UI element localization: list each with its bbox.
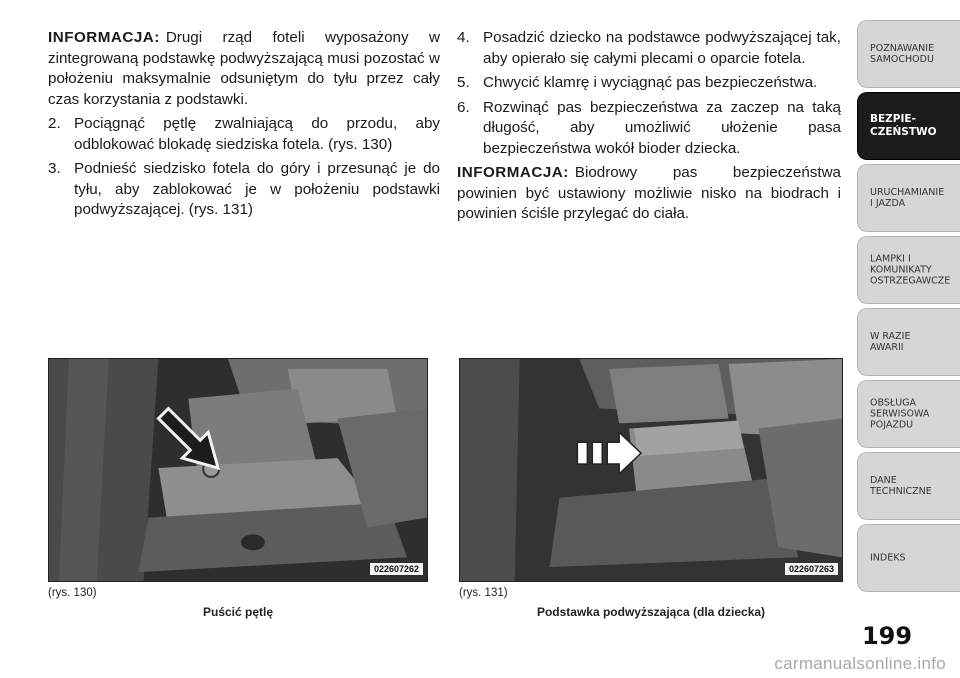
figure-code: 022607263 xyxy=(785,563,838,575)
tab-obsluga-serwisowa[interactable] xyxy=(857,380,960,448)
tab-poznawanie-samochodu[interactable] xyxy=(857,20,960,88)
tab-label: DANE TECHNICZNE xyxy=(870,475,932,497)
note-paragraph xyxy=(48,28,440,110)
step-item xyxy=(457,73,841,94)
figure-ref: (rys. 131) xyxy=(459,587,508,599)
tab-label: POZNAWANIE SAMOCHODU xyxy=(870,43,935,65)
steps-list xyxy=(48,114,440,221)
seat-photo-illustration xyxy=(49,359,427,581)
tab-uruchamianie-i-jazda[interactable] xyxy=(857,164,960,232)
tab-lampki-i-komunikaty[interactable] xyxy=(857,236,960,304)
note-text: Drugi rząd foteli wyposażony w zintegrowaną podstawkę podwyższającą musi pozostać w położeniu maksymalnie odsuniętym do tyłu przez cały czas korzystania z podstawki. xyxy=(48,29,440,108)
tab-w-razie-awarii[interactable] xyxy=(857,308,960,376)
left-text-column xyxy=(48,28,440,225)
section-tabs xyxy=(857,20,960,596)
watermark: carmanualsonline.info xyxy=(774,654,946,673)
step-text: Rozwinąć pas bezpieczeństwa za zaczep na taką długość, aby umożliwić ułożenie pasa bezpieczeństwa wokół bioder dziecka. xyxy=(483,98,841,157)
note-paragraph xyxy=(457,163,841,225)
note-label: INFORMACJA: xyxy=(457,164,569,181)
tab-label: OBSŁUGA SERWISOWA POJAZDU xyxy=(870,397,930,431)
tab-label: BEZPIE- CZEŃSTWO xyxy=(870,113,937,138)
figure-booster-seat xyxy=(459,358,843,582)
step-item xyxy=(48,114,440,155)
right-text-column xyxy=(457,28,841,229)
step-number: 4. xyxy=(457,29,470,46)
booster-photo-illustration xyxy=(460,359,842,581)
step-text: Pociągnąć pętlę zwalniającą do przodu, aby odblokować blokadę siedziska fotela. (rys. 130) xyxy=(74,115,440,153)
tab-indeks[interactable] xyxy=(857,524,960,592)
step-item xyxy=(48,159,440,221)
figure-title: Podstawka podwyższająca (dla dziecka) xyxy=(536,605,766,619)
step-text: Chwycić klamrę i wyciągnąć pas bezpieczeństwa. xyxy=(483,74,818,91)
note-label: INFORMACJA: xyxy=(48,29,160,46)
step-number: 3. xyxy=(48,160,61,177)
tab-dane-techniczne[interactable] xyxy=(857,452,960,520)
step-text: Podnieść siedzisko fotela do góry i przesunąć je do tyłu, aby zablokować je w położeniu podstawki podwyższającej. (rys. 131) xyxy=(74,160,440,218)
step-number: 2. xyxy=(48,115,61,132)
step-item xyxy=(457,98,841,160)
figure-code: 022607262 xyxy=(370,563,423,575)
tab-label: LAMPKI I KOMUNIKATY OSTRZEGAWCZE xyxy=(870,253,951,287)
figure-ref: (rys. 130) xyxy=(48,587,97,599)
tab-label: INDEKS xyxy=(870,552,906,564)
figure-release-loop xyxy=(48,358,428,582)
note-text: Biodrowy pas bezpieczeństwa powinien być ustawiony możliwie nisko na biodrach i powinien ściśle przylegać do ciała. xyxy=(457,164,841,222)
steps-list xyxy=(457,28,841,159)
tab-bezpieczenstwo[interactable] xyxy=(857,92,960,160)
step-number: 6. xyxy=(457,98,470,116)
tab-label: URUCHAMIANIE I JAZDA xyxy=(870,187,945,209)
figure-title: Puścić pętlę xyxy=(202,605,274,619)
step-number: 5. xyxy=(457,74,470,91)
step-item xyxy=(457,28,841,69)
tab-label: W RAZIE AWARII xyxy=(870,331,911,353)
step-text: Posadzić dziecko na podstawce podwyższającej tak, aby opierało się całymi plecami o oparcie fotela. xyxy=(483,29,841,67)
page-number: 199 xyxy=(861,622,913,650)
